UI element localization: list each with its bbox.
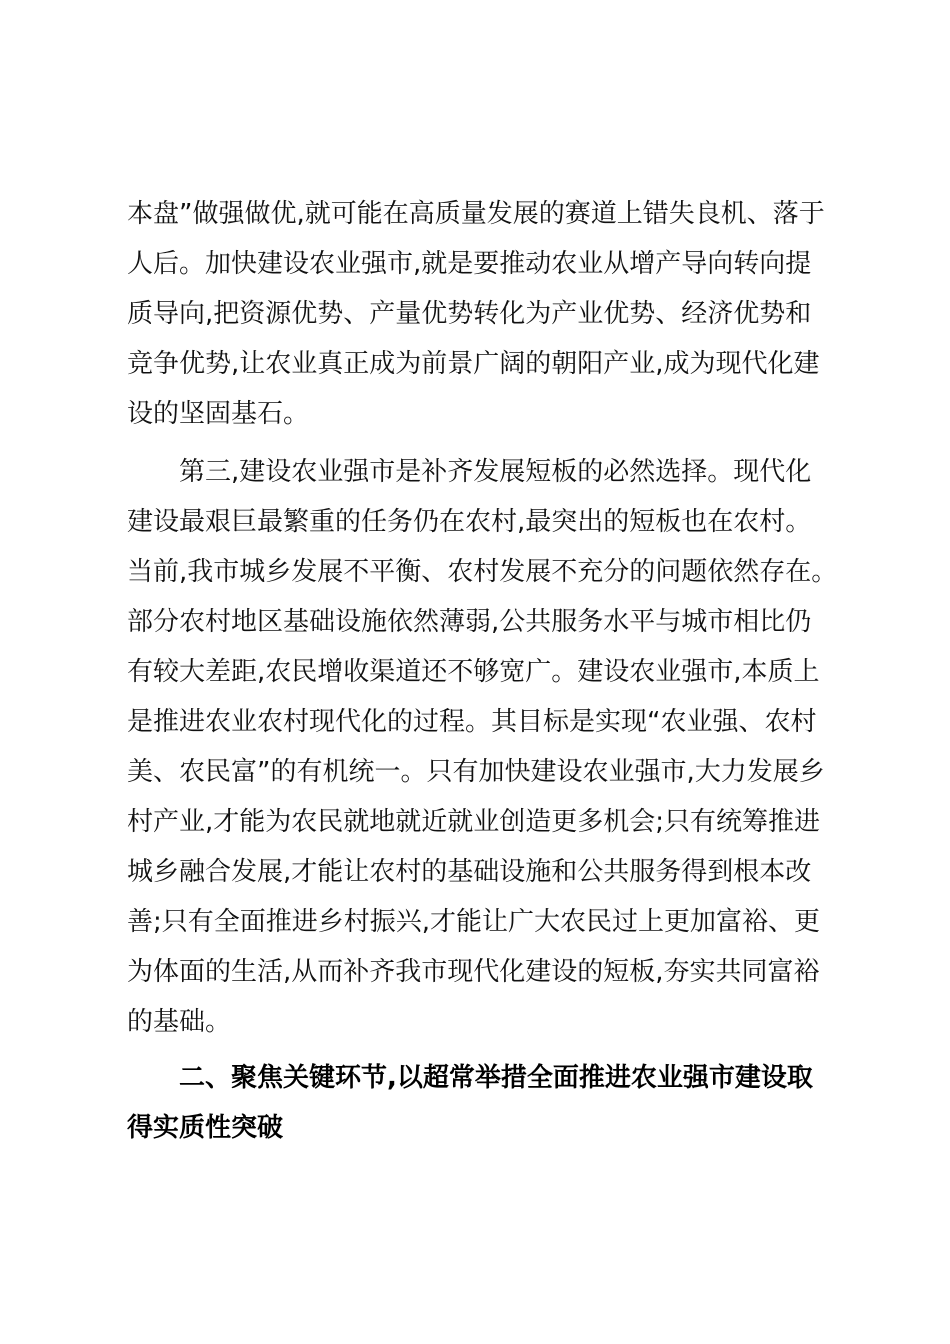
paragraph-line: 部分农村地区基础设施依然薄弱,公共服务水平与城市相比仍 [127, 607, 812, 637]
paragraph-line: 为体面的生活,从而补齐我市现代化建设的短板,夯实共同富裕 [127, 957, 820, 987]
section-heading [127, 1053, 813, 1153]
paragraph-line: 人后。加快建设农业强市,就是要推动农业从增产导向转向提 [127, 249, 812, 279]
paragraph-line: 善;只有全面推进乡村振兴,才能让广大农民过上更加富裕、更 [127, 907, 821, 937]
paragraph-line: 设的坚固基石。 [127, 399, 310, 429]
paragraph-line: 的基础。 [127, 1007, 232, 1037]
paragraph-line: 本盘”做强做优,就可能在高质量发展的赛道上错失良机、落于 [127, 199, 825, 229]
paragraph-line: 美、农民富”的有机统一。只有加快建设农业强市,大力发展乡 [127, 757, 825, 787]
paragraph-line: 第三,建设农业强市是补齐发展短板的必然选择。现代化 [179, 457, 812, 487]
paragraph-line: 是推进农业农村现代化的过程。其目标是实现“农业强、农村 [127, 707, 817, 737]
paragraph-line: 有较大差距,农民增收渠道还不够宽广。建设农业强市,本质上 [127, 657, 820, 687]
paragraph-line: 村产业,才能为农民就地就近就业创造更多机会;只有统筹推进 [127, 807, 821, 837]
paragraph-line: 竞争优势,让农业真正成为前景广阔的朝阳产业,成为现代化建 [127, 349, 820, 379]
paragraph-line: 质导向,把资源优势、产量优势转化为产业优势、经济优势和 [127, 299, 812, 329]
paragraph-continuation [127, 189, 825, 439]
paragraph-line: 城乡融合发展,才能让农村的基础设施和公共服务得到根本改 [127, 857, 812, 887]
paragraph-line: 建设最艰巨最繁重的任务仍在农村,最突出的短板也在农村。 [127, 507, 812, 537]
heading-line: 二、聚焦关键环节,以超常举措全面推进农业强市建设取 [179, 1063, 813, 1093]
heading-line: 得实质性突破 [127, 1113, 284, 1143]
paragraph-line: 当前,我市城乡发展不平衡、农村发展不充分的问题依然存在。 [127, 557, 838, 587]
paragraph-third-point [127, 447, 838, 1047]
